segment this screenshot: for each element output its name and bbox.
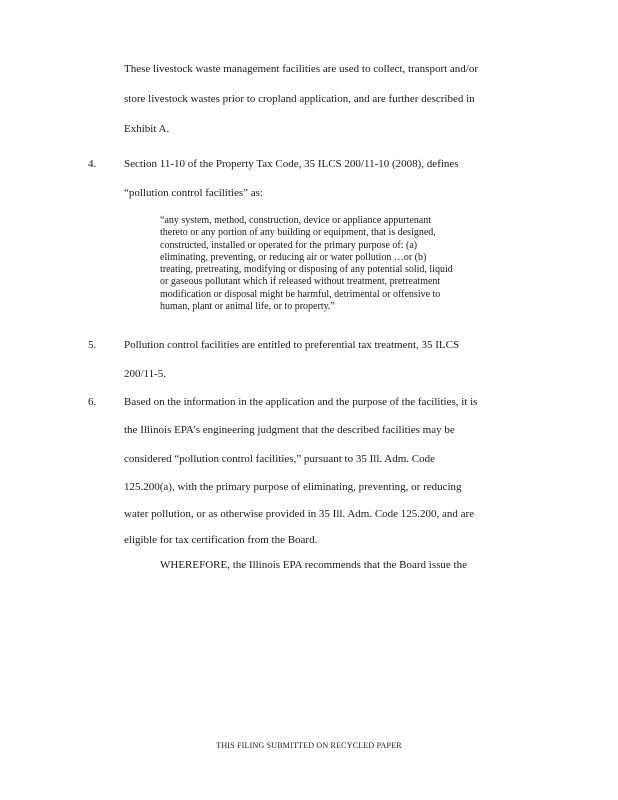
item-4-line-2: “pollution control facilities” as: [124, 187, 263, 199]
item-6-line-1: Based on the information in the application and the purpose of the facilities, it is [124, 396, 478, 408]
item-6-number: 6. [88, 396, 97, 408]
intro-line-1: These livestock waste management facilities are used to collect, transport and/or [124, 63, 479, 75]
quote-line: eliminating, preventing, or reducing air or water pollution …or (b) [160, 251, 427, 263]
wherefore-line: WHEREFORE, the Illinois EPA recommends that the Board issue the [160, 559, 467, 571]
quote-line: treating, pretreating, modifying or disposing of any potential solid, liquid [160, 264, 453, 276]
item-6-line-2: the Illinois EPA’s engineering judgment that the described facilities may be [124, 424, 455, 436]
statutory-quote [160, 215, 453, 313]
item-4-line-1: Section 11-10 of the Property Tax Code, 35 ILCS 200/11-10 (2008), defines [124, 158, 459, 170]
quote-line: thereto or any portion of any building or equipment, that is designed, [160, 227, 436, 239]
item-6-line-6: eligible for tax certification from the Board. [124, 534, 318, 546]
intro-line-3: Exhibit A. [124, 123, 170, 135]
item-5-number: 5. [88, 339, 97, 351]
item-5-line-2: 200/11-5. [124, 368, 167, 380]
item-6-line-4: 125.200(a), with the primary purpose of eliminating, preventing, or reducing [124, 481, 462, 493]
quote-line: constructed, installed or operated for the primary purpose of: (a) [160, 239, 418, 251]
recycled-paper-footer: THIS FILING SUBMITTED ON RECYCLED PAPER [216, 741, 402, 750]
quote-line: or gaseous pollutant which if released without treatment, pretreatment [160, 276, 441, 288]
quote-line: “any system, method, construction, device or appliance appurtenant [160, 215, 432, 226]
item-5-line-1: Pollution control facilities are entitled to preferential tax treatment, 35 ILCS [124, 339, 460, 351]
item-4-number: 4. [88, 158, 97, 170]
quote-line: human, plant or animal life, or to property.” [160, 301, 335, 313]
item-6-line-3: considered “pollution control facilities,” pursuant to 35 Ill. Adm. Code [124, 453, 435, 465]
item-6-line-5: water pollution, or as otherwise provided in 35 Ill. Adm. Code 125.200, and are [124, 508, 475, 520]
intro-line-2: store livestock wastes prior to cropland application, and are further described in [124, 93, 475, 105]
quote-line: modification or disposal might be harmful, detrimental or offensive to [160, 288, 441, 300]
